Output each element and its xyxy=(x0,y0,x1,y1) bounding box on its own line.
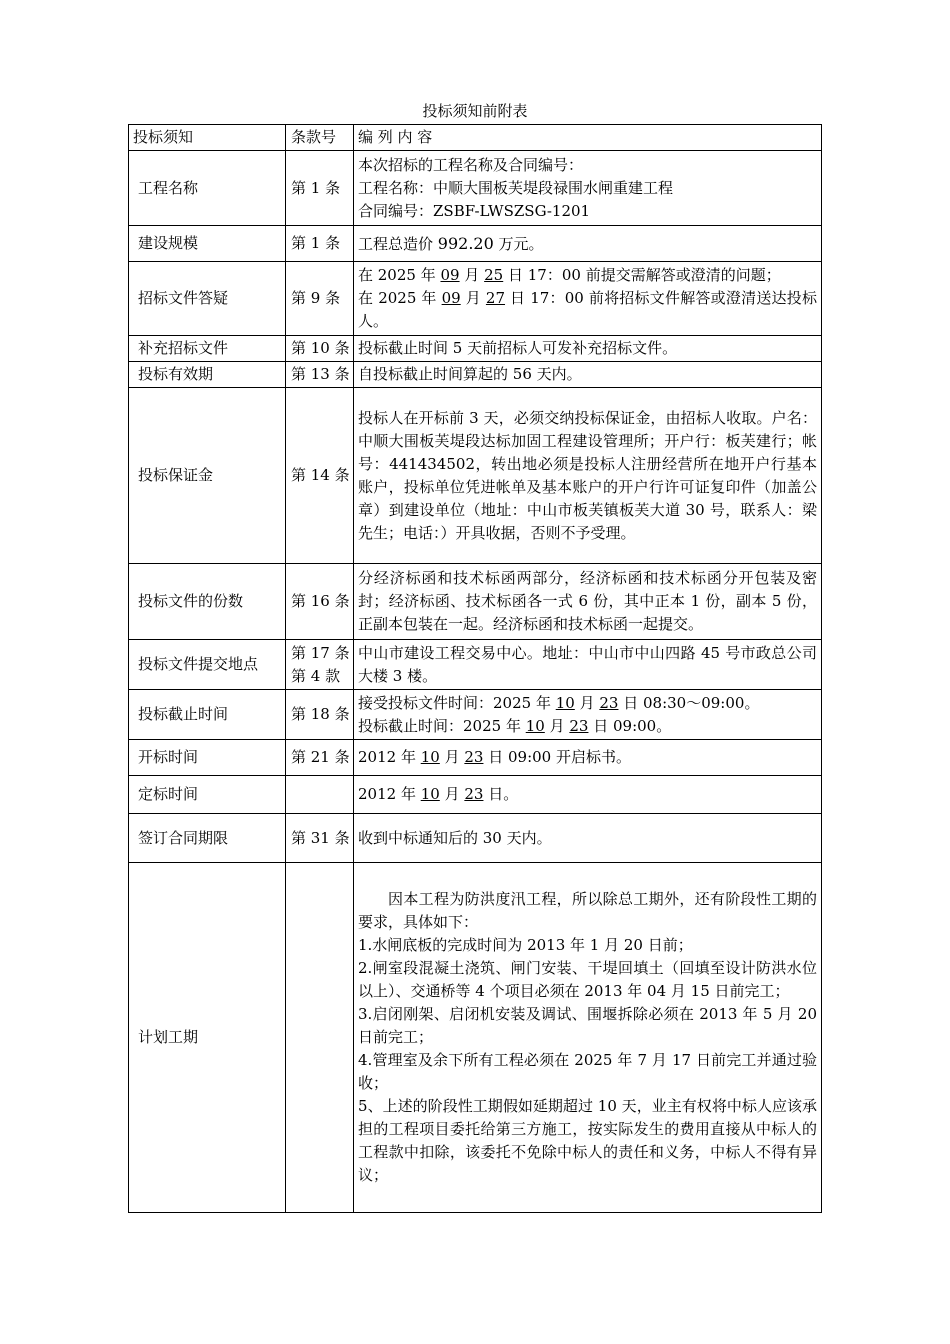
table-row xyxy=(129,564,822,640)
row-name: 投标截止时间 xyxy=(129,690,286,740)
table-row xyxy=(129,262,822,336)
row-content xyxy=(354,262,822,336)
row-clause: 第 21 条 xyxy=(286,740,354,776)
page-title: 投标须知前附表 xyxy=(422,102,528,120)
row-name: 开标时间 xyxy=(129,740,286,776)
row-clause: 第 18 条 xyxy=(286,690,354,740)
table-row xyxy=(129,776,822,814)
content-paragraph: 2.闸室段混凝土浇筑、闸门安装、干堤回填土（回填至设计防洪水位以上）、交通桥等 4 个项目必须在 2013 年 04 月 15 日前完工； xyxy=(358,959,817,1000)
content-line: 接受投标文件时间：2025 年 10 月 23 日 08:30～09:00。 xyxy=(358,693,760,712)
table-row xyxy=(129,226,822,262)
row-content: 分经济标函和技术标函两部分，经济标函和技术标函分开包装及密封；经济标函、技术标函各一式 6 份，其中正本 1 份，副本 5 份，正副本包装在一起。经济标函和技术标函一起提交。 xyxy=(354,564,822,640)
table-row xyxy=(129,362,822,388)
table-row xyxy=(129,814,822,863)
row-content: 中山市建设工程交易中心。地址：中山市中山四路 45 号市政总公司大楼 3 楼。 xyxy=(354,640,822,690)
row-content: 2012 年 10 月 23 日 09:00 开启标书。 xyxy=(354,740,822,776)
table-row xyxy=(129,640,822,690)
content-paragraph: 因本工程为防洪度汛工程，所以除总工期外，还有阶段性工期的要求，具体如下： xyxy=(358,890,817,931)
row-content xyxy=(354,863,822,1213)
row-name: 投标保证金 xyxy=(129,388,286,564)
row-clause: 第 13 条 xyxy=(286,362,354,388)
content-paragraph: 1.水闸底板的完成时间为 2013 年 1 月 20 日前； xyxy=(358,936,693,954)
header-col-clause: 条款号 xyxy=(286,125,354,151)
row-name: 建设规模 xyxy=(129,226,286,262)
row-name: 投标有效期 xyxy=(129,362,286,388)
row-content: 收到中标通知后的 30 天内。 xyxy=(354,814,822,863)
row-clause: 第 1 条 xyxy=(286,151,354,226)
row-content: 自投标截止时间算起的 56 天内。 xyxy=(354,362,822,388)
row-name: 投标文件提交地点 xyxy=(129,640,286,690)
row-clause xyxy=(286,863,354,1213)
table-row xyxy=(129,388,822,564)
total-cost-value: 992.20 xyxy=(437,233,494,253)
row-name: 招标文件答疑 xyxy=(129,262,286,336)
table-row xyxy=(129,151,822,226)
row-clause: 第 17 条 第 4 款 xyxy=(286,640,354,690)
row-name: 工程名称 xyxy=(129,151,286,226)
row-clause: 第 14 条 xyxy=(286,388,354,564)
row-name: 投标文件的份数 xyxy=(129,564,286,640)
table-row xyxy=(129,690,822,740)
row-content xyxy=(354,151,822,226)
row-name: 补充招标文件 xyxy=(129,336,286,362)
row-clause xyxy=(286,776,354,814)
row-clause: 第 10 条 xyxy=(286,336,354,362)
content-line: 本次招标的工程名称及合同编号： xyxy=(358,155,584,174)
header-col-item: 投标须知 xyxy=(129,125,286,151)
content-line: 在 2025 年 09 月 27 日 17：00 前将招标文件解答或澄清送达投标人。 xyxy=(358,289,817,330)
content-line: 在 2025 年 09 月 25 日 17：00 前提交需解答或澄清的问题； xyxy=(358,266,781,284)
table-row xyxy=(129,863,822,1213)
content-paragraph: 5、上述的阶段性工期假如延期超过 10 天，业主有权将中标人应该承担的工程项目委托给第三方施工，按实际发生的费用直接从中标人的工程款中扣除，该委托不免除中标人的责任和义务，中标人不得有异议； xyxy=(358,1097,817,1184)
table-header-row xyxy=(129,125,822,151)
row-content: 投标截止时间 5 天前招标人可发补充招标文件。 xyxy=(354,336,822,362)
row-content: 2012 年 10 月 23 日。 xyxy=(354,776,822,814)
content-paragraph: 4.管理室及余下所有工程必须在 2025 年 7 月 17 日前完工并通过验收； xyxy=(358,1051,817,1092)
row-content xyxy=(354,690,822,740)
content-line: 投标截止时间：2025 年 10 月 23 日 09:00。 xyxy=(358,716,672,735)
row-clause: 第 31 条 xyxy=(286,814,354,863)
content-line: 工程名称：中顺大围板芙堤段禄围水闸重建工程 xyxy=(358,178,674,197)
row-clause: 第 1 条 xyxy=(286,226,354,262)
content-paragraph: 3.启闭刚架、启闭机安装及调试、围堰拆除必须在 2013 年 5 月 20 日前完工； xyxy=(358,1005,817,1046)
content-line: 合同编号：ZSBF-LWSZSG-1201 xyxy=(358,201,591,220)
row-clause: 第 9 条 xyxy=(286,262,354,336)
row-clause: 第 16 条 xyxy=(286,564,354,640)
row-name: 签订合同期限 xyxy=(129,814,286,863)
row-content: 投标人在开标前 3 天，必须交纳投标保证金，由招标人收取。户名：中顺大围板芙堤段达标加固工程建设管理所；开户行：板芙建行；帐号：441434502，转出地必须是投标人注册经营所在地开户行基本账户，投标单位凭进帐单及基本账户的开户行许可证复印件（加盖公章）到建设单位（地址：中山市板芙镇板芙大道 30 号，联系人：梁先生；电话：）开具收据，否则不予受理。 xyxy=(354,388,822,564)
bid-notice-table xyxy=(128,124,822,1213)
header-col-content: 编 列 内 容 xyxy=(354,125,822,151)
table-row xyxy=(129,740,822,776)
table-row xyxy=(129,336,822,362)
row-name: 定标时间 xyxy=(129,776,286,814)
row-content: 工程总造价 992.20 万元。 xyxy=(354,226,822,262)
row-name: 计划工期 xyxy=(129,863,286,1213)
